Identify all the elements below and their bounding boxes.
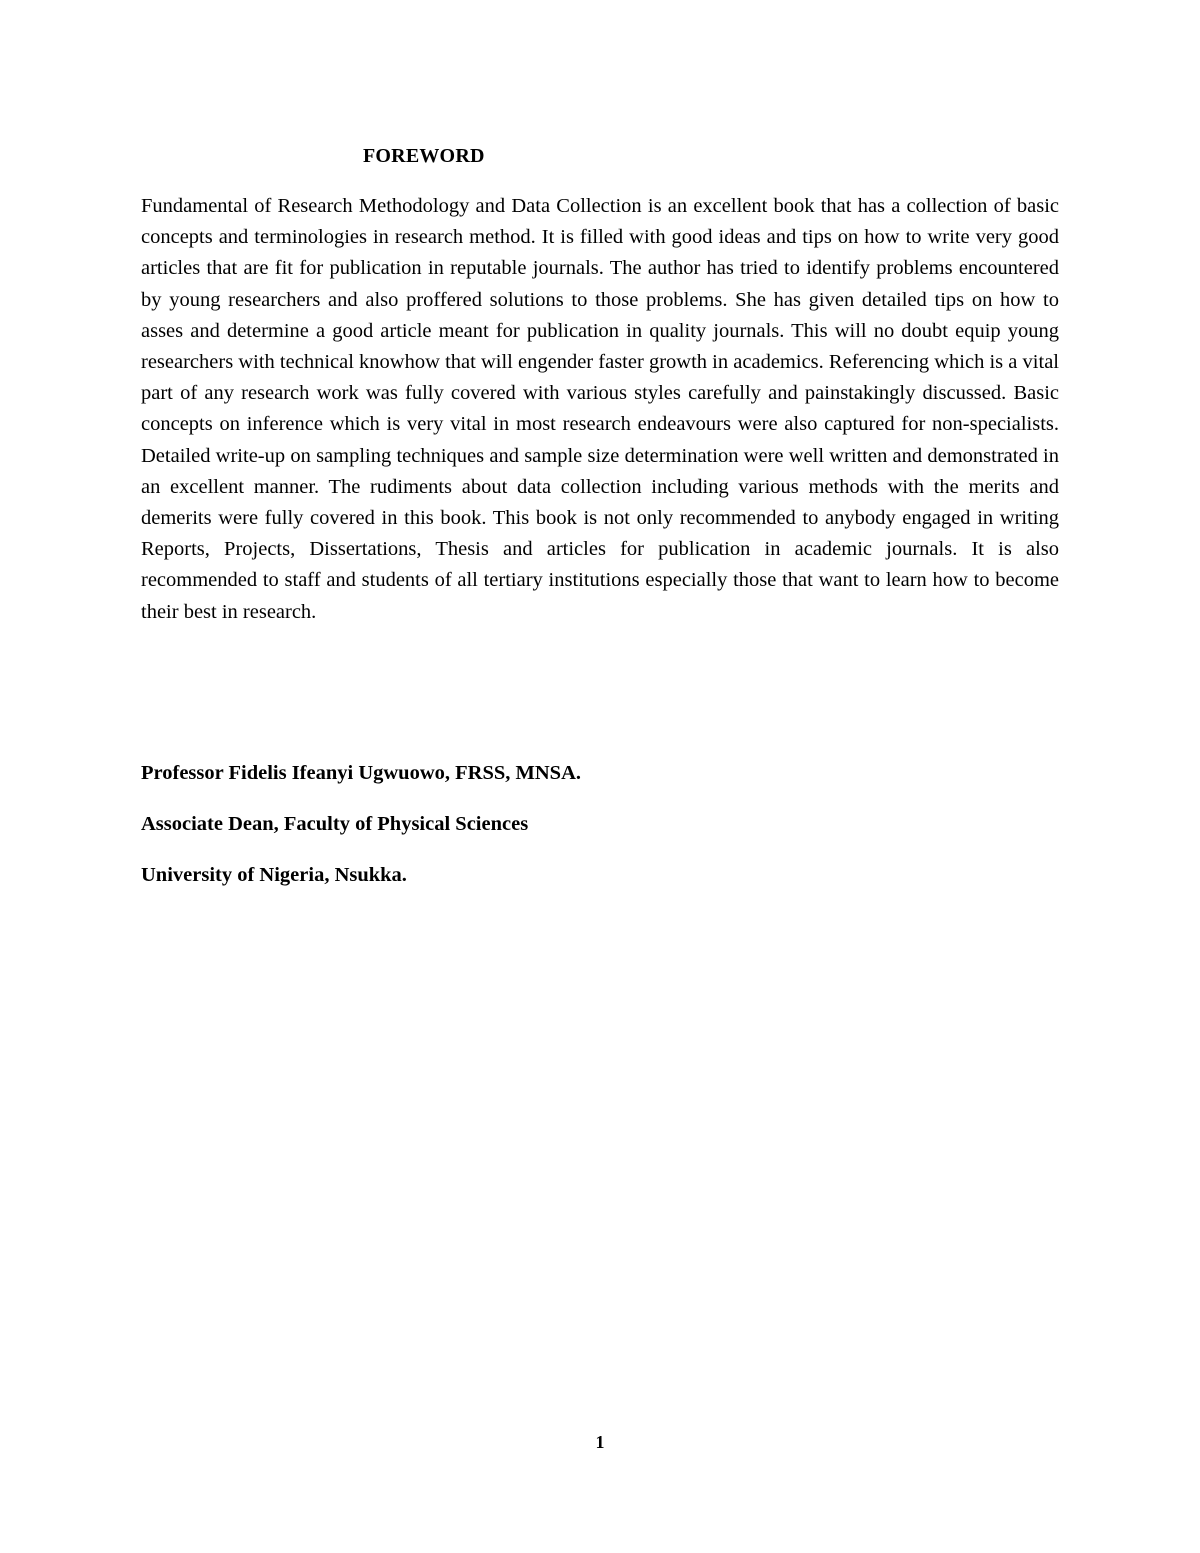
page-number: 1 [595, 1432, 605, 1452]
signature-institution: University of Nigeria, Nsukka. [141, 864, 407, 886]
page-title: FOREWORD [363, 145, 485, 167]
foreword-paragraph: Fundamental of Research Methodology and Data Collection is an excellent book that has a collection of basic concepts and terminologies in research method. It is filled with good ideas and tips on how to write very good articles that are fit for publication in reputable journals. The author has tried to identify problems encountered by young researchers and also proffered solutions to those problems. She has given detailed tips on how to asses and determine a good article meant for publication in quality journals. This will no doubt equip young researchers with technical knowhow that will engender faster growth in academics. Referencing which is a vital part of any research work was fully covered with various styles carefully and painstakingly discussed. Basic concepts on inference which is very vital in most research endeavours were also captured for non-specialists. Detailed write-up on sampling techniques and sample size determination were well written and demonstrated in an excellent manner. The rudiments about data collection including various methods with the merits and demerits were fully covered in this book. This book is not only recommended to anybody engaged in writing Reports, Projects, Dissertations, Thesis and articles for publication in academic journals. It is also recommended to staff and students of all tertiary institutions especially those that want to learn how to become their best in research. [141, 195, 1059, 623]
signature-role: Associate Dean, Faculty of Physical Sciences [141, 813, 529, 835]
signature-name: Professor Fidelis Ifeanyi Ugwuowo, FRSS, MNSA. [141, 762, 581, 784]
